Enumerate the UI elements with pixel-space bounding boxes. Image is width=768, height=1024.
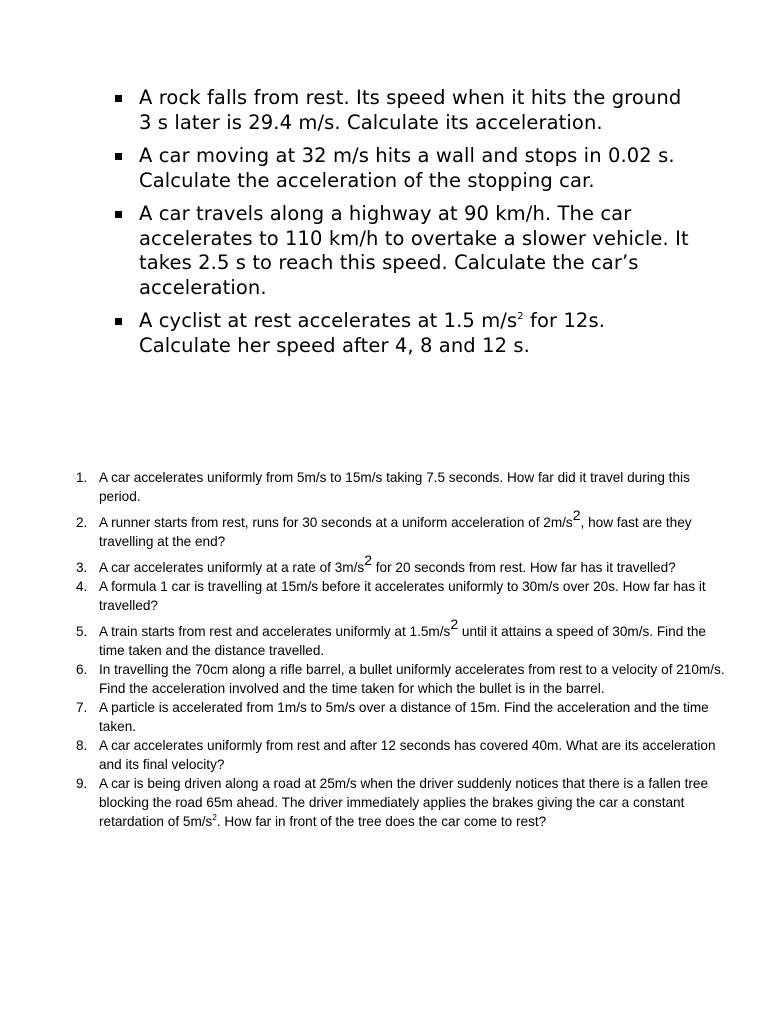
problem-item [71, 698, 731, 736]
problem-item [71, 616, 731, 660]
problem-text-part: , how fast are they travelling at the end? [99, 515, 692, 549]
bullet-question-list [112, 86, 692, 367]
bullet-text-part: A cyclist at rest accelerates at 1.5 m/s [139, 309, 518, 332]
square-bullet-icon [115, 153, 122, 160]
problem-text [99, 507, 692, 549]
problem-text: A formula 1 car is travelling at 15m/s before it accelerates uniformly to 30m/s over 20s. How far has it travelled? [99, 579, 706, 613]
superscript: 2 [450, 616, 459, 632]
bullet-question [112, 202, 692, 300]
problem-item [71, 577, 731, 615]
square-bullet-icon [115, 211, 122, 218]
superscript: 2 [572, 507, 581, 523]
problem-text: A particle is accelerated from 1m/s to 5m/s over a distance of 15m. Find the acceleration and the time taken. [99, 700, 709, 734]
problem-text: In travelling the 70cm along a rifle barrel, a bullet uniformly accelerates from rest to a velocity of 210m/s. Find the acceleration involved and the time taken for which the bullet is in the barrel. [99, 662, 725, 696]
superscript: 2 [517, 311, 524, 322]
problem-number: 8. [76, 738, 88, 753]
bullet-question [112, 309, 692, 358]
bullet-question [112, 144, 692, 193]
problem-text [99, 776, 708, 829]
problem-number: 7. [76, 700, 88, 715]
problem-item [71, 468, 731, 506]
problem-text-part: A car accelerates uniformly at a rate of 3m/s [99, 560, 365, 575]
problem-text-part: A car is being driven along a road at 25m/s when the driver suddenly notices that there is a fallen tree blocking the road 65m ahead. The driver immediately applies the brakes giving the car a constant retardation of 5m/s [99, 776, 709, 829]
problem-number: 3. [76, 560, 88, 575]
problem-text-part: . How far in front of the tree does the car come to rest? [216, 814, 547, 829]
problem-text [99, 616, 706, 658]
problem-number: 4. [76, 579, 88, 594]
superscript: 2 [212, 813, 217, 822]
problem-item [71, 507, 731, 551]
problem-text [99, 552, 676, 575]
problem-item [71, 736, 731, 774]
problem-text-part: until it attains a speed of 30m/s. Find the time taken and the distance travelled. [99, 624, 706, 658]
bullet-question [112, 86, 692, 135]
problem-text-part: A runner starts from rest, runs for 30 seconds at a uniform acceleration of 2m/s [99, 515, 573, 530]
problem-text-part: for 20 seconds from rest. How far has it travelled? [372, 560, 676, 575]
bullet-question-text: A rock falls from rest. Its speed when it hits the ground 3 s later is 29.4 m/s. Calculate its acceleration. [139, 86, 682, 134]
problem-number: 6. [76, 662, 88, 677]
problem-text: A car accelerates uniformly from 5m/s to 15m/s taking 7.5 seconds. How far did it travel during this period. [99, 470, 690, 504]
problem-number: 5. [76, 624, 88, 639]
problem-text: A car accelerates uniformly from rest and after 12 seconds has covered 40m. What are its acceleration and its final velocity? [99, 738, 716, 772]
numbered-problem-list [71, 468, 731, 831]
bullet-question-text [139, 309, 605, 357]
superscript: 2 [364, 552, 372, 568]
square-bullet-icon [115, 318, 122, 325]
square-bullet-icon [115, 95, 122, 102]
problem-number: 9. [76, 776, 88, 791]
bullet-text-part: for 12s. Calculate her speed after 4, 8 and 12 s. [139, 309, 605, 357]
problem-item [71, 660, 731, 698]
bullet-question-text: A car travels along a highway at 90 km/h. The car accelerates to 110 km/h to overtake a slower vehicle. It takes 2.5 s to reach this speed. Calculate the car’s acceleration. [139, 202, 689, 299]
problem-text-part: A train starts from rest and accelerates uniformly at 1.5m/s [99, 624, 451, 639]
bullet-question-text: A car moving at 32 m/s hits a wall and stops in 0.02 s. Calculate the acceleration of the stopping car. [139, 144, 675, 192]
problem-item [71, 552, 731, 577]
problem-number: 1. [76, 470, 88, 485]
problem-item [71, 774, 731, 831]
problem-number: 2. [76, 515, 88, 530]
